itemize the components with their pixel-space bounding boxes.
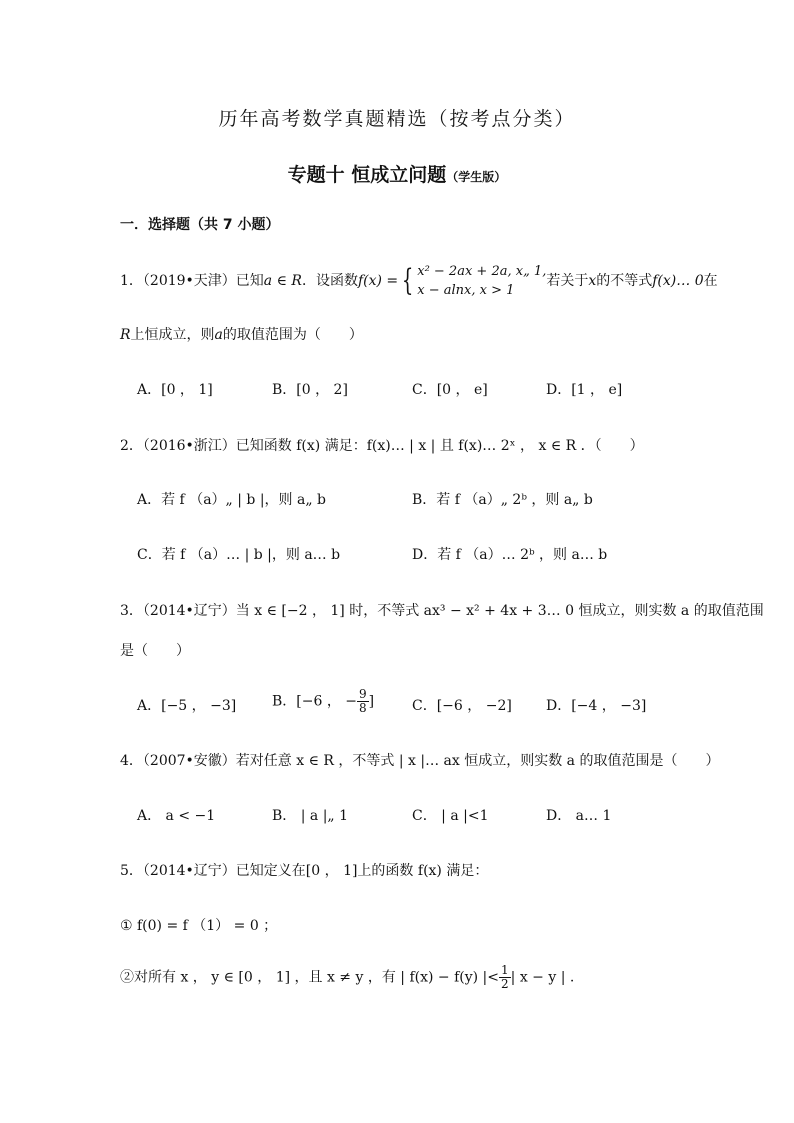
q2-option-b[interactable]: B．若 f （a）„ 2ᵇ ，则 a„ b (412, 492, 593, 508)
q5-cond2-tail: | x − y | . (510, 969, 575, 986)
q1-function: f(x) = (357, 273, 399, 289)
question-5-stem: 5．（2014•辽宁）已知定义在[0 ， 1]上的函数 f(x) 满足： (120, 863, 489, 879)
q3-option-a[interactable]: A．[−5 ， −3] (137, 698, 237, 714)
q1-option-c[interactable]: C．[0 ， e] (412, 382, 488, 398)
q4-option-d[interactable]: D． a… 1 (546, 808, 612, 824)
q1-var-a: a (214, 327, 223, 343)
question-5-condition-2 (120, 964, 574, 991)
q1-text-6: 的取值范围为（ ） (222, 327, 363, 343)
piecewise-cases (417, 262, 546, 300)
q4-option-a[interactable]: A． a < −1 (137, 808, 216, 824)
q1-option-d[interactable]: D．[1 ， e] (546, 382, 623, 398)
q1-condition: a ∈ R (263, 273, 302, 289)
document-title: 历年高考数学真题精选（按考点分类） (218, 108, 576, 130)
question-1-line-2 (120, 324, 363, 344)
q2-option-c[interactable]: C．若 f （a）… | b |，则 a… b (137, 547, 341, 563)
fraction-denominator: 8 (359, 701, 367, 715)
fraction-numerator: 1 (501, 963, 509, 977)
q5-cond2-fraction (499, 964, 511, 991)
question-4-stem: 4．（2007•安徽）若对任意 x ∈ R ，不等式 | x |… ax 恒成立，则实数 a 的取值范围是（ ） (120, 753, 720, 769)
fraction-denominator: 2 (501, 977, 509, 991)
question-3-line-2: 是（ ） (120, 643, 190, 659)
q3-option-c[interactable]: C．[−6 ， −2] (412, 698, 512, 714)
q2-option-a[interactable]: A．若 f （a）„ | b |，则 a„ b (137, 492, 326, 508)
q5-cond2-text: ②对所有 x ， y ∈ [0 ， 1] ，且 x ≠ y ，有 | f(x) − f(y) |< (120, 969, 500, 986)
question-3-line-1: 3．（2014•辽宁）当 x ∈ [−2 ， 1] 时，不等式 ax³ − x² + 4x + 3… 0 恒成立，则实数 a 的取值范围 (120, 603, 764, 619)
topic-title-main: 专题十 恒成立问题 (287, 164, 447, 186)
q1-text: ．设函数 (301, 273, 358, 289)
q2-option-d[interactable]: D．若 f （a）… 2ᵇ ，则 a… b (412, 547, 608, 563)
q1-text-5: 上恒成立，则 (130, 327, 215, 343)
q3-option-b-fraction (357, 688, 369, 715)
topic-title (0, 160, 794, 187)
q4-option-b[interactable]: B． | a |„ 1 (272, 808, 349, 824)
q1-prefix: 1．（2019•天津）已知 (120, 273, 264, 289)
piecewise-case-1: x² − 2ax + 2a, x„ 1, (417, 264, 547, 279)
piecewise-case-2: x − alnx, x > 1 (417, 283, 515, 298)
question-2-stem: 2．（2016•浙江）已知函数 f(x) 满足：f(x)… | x | 且 f(x)… 2ˣ ， x ∈ R ．（ ） (120, 438, 644, 454)
question-1-line-1 (120, 262, 718, 300)
topic-title-note: （学生版） (446, 170, 507, 184)
q1-text-4: 在 (703, 273, 718, 289)
q3-option-b[interactable] (272, 688, 374, 715)
q1-domain: R (120, 327, 131, 343)
q1-text-3: 的不等式 (596, 273, 653, 289)
q1-var: x (588, 273, 597, 289)
q1-inequality: f(x)… 0 (652, 273, 704, 289)
q1-option-a[interactable]: A．[0 ， 1] (137, 382, 213, 398)
fraction-numerator: 9 (359, 687, 367, 701)
section-heading: 一．选择题（共 7 小题） (120, 217, 280, 233)
q3-option-d[interactable]: D．[−4 ， −3] (546, 698, 647, 714)
q3-option-b-text: B．[−6 ， − (272, 693, 358, 710)
q3-option-b-close: ] (368, 693, 375, 710)
q4-option-c[interactable]: C． | a |<1 (412, 808, 489, 824)
q1-option-b[interactable]: B．[0 ， 2] (272, 382, 348, 398)
piecewise-brace: { (401, 263, 414, 298)
q1-text-2: 若关于 (546, 273, 589, 289)
question-5-condition-1: ① f(0) = f （1） = 0 ； (120, 918, 278, 934)
